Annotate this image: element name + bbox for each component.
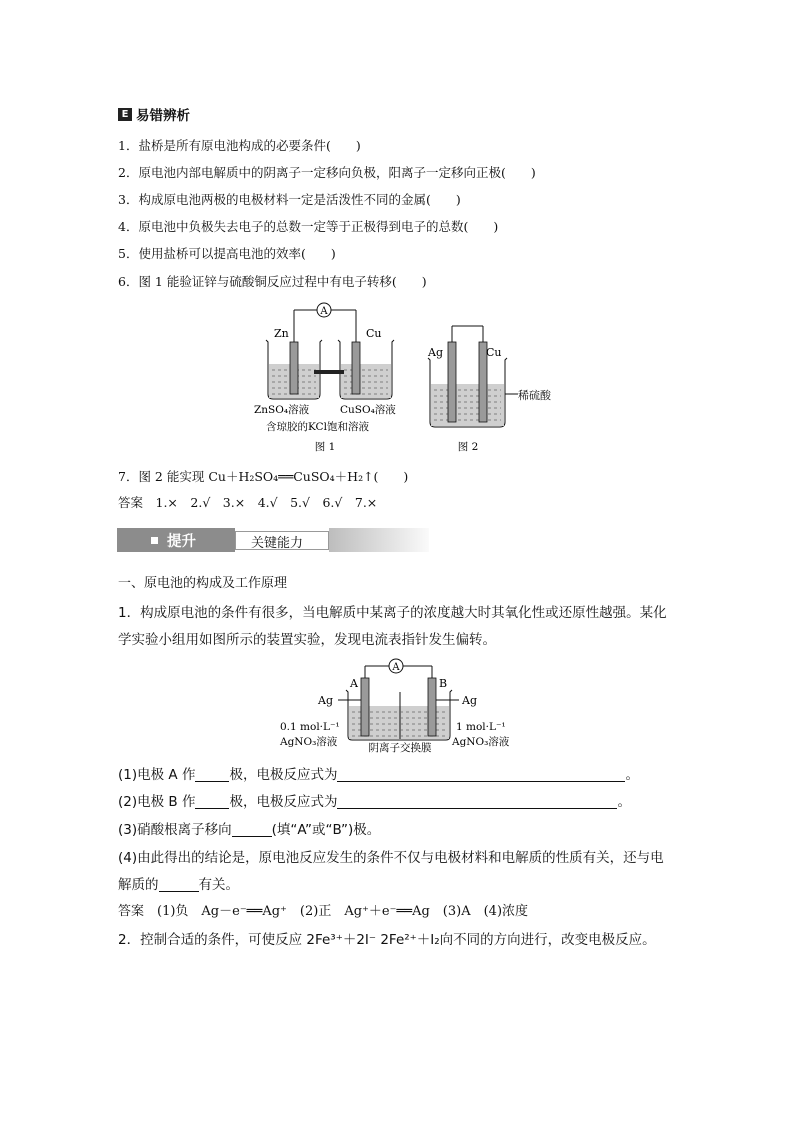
fig3-left-solution: AgNO₃溶液 xyxy=(280,736,338,748)
question-4-line-2 xyxy=(118,873,239,893)
answer-1: 答案 1.× 2.√ 3.× 4.√ 5.√ 6.√ 7.× xyxy=(118,495,378,510)
statement-3: 3．构成原电池两极的电极材料一定是活泼性不同的金属( ) xyxy=(118,192,461,207)
q1-text-c: 。 xyxy=(625,767,639,783)
fig2-right-electrode: Cu xyxy=(486,346,502,359)
q4-text-a: 解质的 xyxy=(118,877,159,893)
q1-blank-2[interactable] xyxy=(337,767,625,782)
figure-1-2-diagram xyxy=(250,298,520,458)
problem-1-line-1: 1．构成原电池的条件有很多，当电解质中某离子的浓度越大时其氧化性或还原性越强。某化 xyxy=(118,605,667,621)
question-4-line-1: (4)由此得出的结论是，原电池反应发生的条件不仅与电极材料和电解质的性质有关，还与电 xyxy=(118,850,664,866)
question-3 xyxy=(118,818,380,838)
fig3-left-conc: 0.1 mol·L⁻¹ xyxy=(280,721,340,733)
fig1-left-electrode: Zn xyxy=(274,327,289,340)
section-header xyxy=(118,104,190,124)
q2-text-c: 。 xyxy=(617,794,631,810)
fig1-salt-bridge-label: 含琼胶的KCl饱和溶液 xyxy=(266,421,369,433)
statement-6: 6．图 1 能验证锌与硫酸铜反应过程中有电子转移( ) xyxy=(118,274,427,289)
problem-2: 2．控制合适的条件，可使反应 2Fe³⁺＋2I⁻ 2Fe²⁺＋I₂向不同的方向进行，改变电极反应。 xyxy=(118,932,656,948)
fig3-label-b: B xyxy=(439,677,448,690)
section-banner xyxy=(117,528,431,552)
fig3-right-electrode: Ag xyxy=(462,694,477,707)
fig2-caption: 图 2 xyxy=(457,441,479,453)
q4-text-b: 有关。 xyxy=(198,877,239,893)
fig2-solution-label: 稀硫酸 xyxy=(518,389,551,402)
fig1-left-solution: ZnSO₄溶液 xyxy=(254,404,310,416)
statement-1: 1．盐桥是所有原电池构成的必要条件( ) xyxy=(118,138,361,153)
q2-blank-1[interactable] xyxy=(195,794,229,809)
section-title: 易错辨析 xyxy=(136,108,190,124)
q3-text-b: (填“A”或“B”)极。 xyxy=(271,822,381,838)
q2-text-a: (2)电极 B 作 xyxy=(118,794,196,810)
problem-1-line-2: 学实验小组用如图所示的装置实验，发现电流表指针发生偏转。 xyxy=(118,632,496,648)
q3-text-a: (3)硝酸根离子移向 xyxy=(118,822,232,838)
statement-4: 4．原电池中负极失去电子的总数一定等于正极得到电子的总数( ) xyxy=(118,219,499,234)
q4-blank[interactable] xyxy=(159,877,199,892)
question-1 xyxy=(118,763,639,783)
fig1-right-solution: CuSO₄溶液 xyxy=(340,404,396,416)
fig1-meter-label: A xyxy=(320,306,328,317)
banner-left-label: 提升 xyxy=(167,534,196,550)
q1-text-b: 极，电极反应式为 xyxy=(229,767,338,783)
fig3-label-a: A xyxy=(350,677,358,690)
fig1-caption: 图 1 xyxy=(314,441,336,453)
banner-right-label: 关键能力 xyxy=(251,536,304,551)
fig3-right-conc: 1 mol·L⁻¹ xyxy=(456,721,506,733)
statement-2: 2．原电池内部电解质中的阴离子一定移向负极，阳离子一定移向正极( ) xyxy=(118,165,536,180)
fig1-right-electrode: Cu xyxy=(366,327,382,340)
figure-3-diagram xyxy=(276,654,526,754)
subsection-title: 一、原电池的构成及工作原理 xyxy=(118,576,288,591)
fig2-left-electrode: Ag xyxy=(428,346,443,359)
q1-blank-1[interactable] xyxy=(195,767,229,782)
answer-2: 答案 (1)负 Ag－e⁻══Ag⁺ (2)正 Ag⁺＋e⁻══Ag (3)A (4)浓度 xyxy=(118,904,529,919)
statement-7: 7．图 2 能实现 Cu＋H₂SO₄══CuSO₄＋H₂↑( ) xyxy=(118,469,409,484)
q2-text-b: 极，电极反应式为 xyxy=(229,794,338,810)
q2-blank-2[interactable] xyxy=(337,794,617,809)
q3-blank[interactable] xyxy=(232,822,272,837)
section-icon: E xyxy=(118,108,132,121)
fig3-right-solution: AgNO₃溶液 xyxy=(452,736,510,748)
statement-5: 5．使用盐桥可以提高电池的效率( ) xyxy=(118,246,336,261)
q1-text-a: (1)电极 A 作 xyxy=(118,767,196,783)
fig3-membrane-label: 阴离子交换膜 xyxy=(368,742,432,754)
fig3-left-electrode: Ag xyxy=(318,694,333,707)
fig3-meter-label: A xyxy=(392,662,400,673)
question-2 xyxy=(118,790,631,810)
